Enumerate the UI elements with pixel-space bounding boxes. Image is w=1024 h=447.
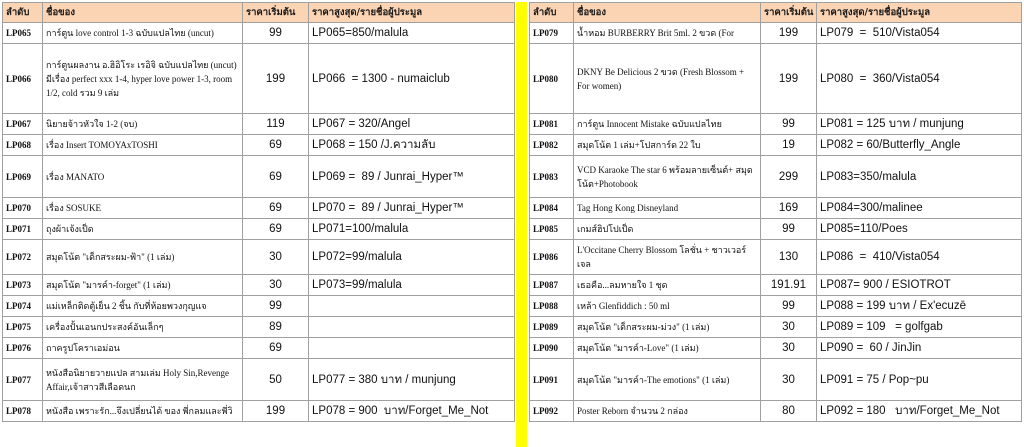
top-bid: LP067 = 320/Angel xyxy=(309,114,515,135)
item-name: เรื่อง SOSUKE xyxy=(43,198,243,219)
item-name: เกมส์ฮิปโปเป็ด xyxy=(574,219,761,240)
start-price: 69 xyxy=(243,198,309,219)
top-bid: LP078 = 900 บาท/Forget_Me_Not xyxy=(309,401,515,422)
table-row xyxy=(3,23,515,44)
top-bid: LP088 = 199 บาท / Ex'ecuzē xyxy=(817,296,1022,317)
top-bid: LP082 = 60/Butterfly_Angle xyxy=(817,135,1022,156)
start-price: 191.91 xyxy=(761,275,817,296)
start-price: 30 xyxy=(761,338,817,359)
table-row xyxy=(530,338,1022,359)
header-row xyxy=(530,3,1022,23)
item-code: LP090 xyxy=(530,338,574,359)
item-code: LP082 xyxy=(530,135,574,156)
table-row xyxy=(530,240,1022,275)
start-price: 19 xyxy=(761,135,817,156)
start-price: 50 xyxy=(243,359,309,401)
table-row xyxy=(3,219,515,240)
top-bid: LP089 = 109 = golfgab xyxy=(817,317,1022,338)
start-price: 80 xyxy=(761,401,817,422)
table-row xyxy=(530,219,1022,240)
top-bid: LP072=99/malula xyxy=(309,240,515,275)
item-code: LP067 xyxy=(3,114,43,135)
top-bid: LP084=300/malinee xyxy=(817,198,1022,219)
top-bid: LP070 = 89 / Junrai_Hyper™ xyxy=(309,198,515,219)
table-row xyxy=(530,296,1022,317)
header-start-price: ราคาเริ่มต้น xyxy=(243,3,309,23)
top-bid: LP086 = 410/Vista054 xyxy=(817,240,1022,275)
start-price: 299 xyxy=(761,156,817,198)
item-name: นิยายจ้าวหัวใจ 1-2 (จบ) xyxy=(43,114,243,135)
top-bid xyxy=(309,296,515,317)
item-code: LP072 xyxy=(3,240,43,275)
item-name: VCD Karaoke The star 6 พร้อมลายเซ็นต์+ สมุดโน้ต+Photobook xyxy=(574,156,761,198)
table-row xyxy=(530,275,1022,296)
table-row xyxy=(3,44,515,114)
table-row xyxy=(530,44,1022,114)
table-row xyxy=(530,156,1022,198)
item-code: LP066 xyxy=(3,44,43,114)
table-row xyxy=(3,135,515,156)
table-row xyxy=(3,401,515,422)
item-name: สมุดโน้ต "มารค์า-The emotions" (1 เล่ม) xyxy=(574,359,761,401)
item-code: LP078 xyxy=(3,401,43,422)
item-name: แม่เหล็กติดตู้เย็น 2 ชิ้น กับที่ห้อยพวงกุญแจ xyxy=(43,296,243,317)
item-name: หนังสือ เพราะรัก...จึงเปลี่ยนได้ ของ พี่กลมและพี่วิ xyxy=(43,401,243,422)
start-price: 199 xyxy=(243,44,309,114)
table-row xyxy=(3,156,515,198)
item-name: เครื่องปั้นเอนกประสงค์อันเล็กๆ xyxy=(43,317,243,338)
header-top-bid: ราคาสูงสุด/รายชื่อผู้ประมูล xyxy=(309,3,515,23)
item-code: LP086 xyxy=(530,240,574,275)
item-name: สมุดโน้ต "เด็กสระผม-ฟ้า" (1 เล่ม) xyxy=(43,240,243,275)
item-name: เหล้า Glenfiddich : 50 ml xyxy=(574,296,761,317)
item-name: หนังสือนิยายวายแปล สามเล่ม Holy Sin,Revenge Affair,เจ้าสาวสีเลือดนก xyxy=(43,359,243,401)
start-price: 30 xyxy=(243,240,309,275)
table-row xyxy=(3,275,515,296)
table-row xyxy=(3,317,515,338)
item-code: LP091 xyxy=(530,359,574,401)
top-bid: LP077 = 380 บาท / munjung xyxy=(309,359,515,401)
table-row xyxy=(530,114,1022,135)
item-code: LP073 xyxy=(3,275,43,296)
start-price: 30 xyxy=(761,317,817,338)
header-start-price: ราคาเริ่มต้น xyxy=(761,3,817,23)
table-row xyxy=(3,296,515,317)
start-price: 119 xyxy=(243,114,309,135)
start-price: 69 xyxy=(243,338,309,359)
item-code: LP088 xyxy=(530,296,574,317)
start-price: 199 xyxy=(761,23,817,44)
start-price: 199 xyxy=(761,44,817,114)
auction-table-left xyxy=(2,2,515,422)
top-bid: LP083=350/malula xyxy=(817,156,1022,198)
start-price: 99 xyxy=(243,296,309,317)
top-bid: LP069 = 89 / Junrai_Hyper™ xyxy=(309,156,515,198)
item-code: LP069 xyxy=(3,156,43,198)
item-name: Tag Hong Kong Disneyland xyxy=(574,198,761,219)
item-name: ถุงผ้าเจ้งเป็ด xyxy=(43,219,243,240)
item-name: การ์ตูน love control 1-3 ฉบับแปลไทย (uncut) xyxy=(43,23,243,44)
table-row xyxy=(3,198,515,219)
right-table-body xyxy=(530,23,1022,422)
top-bid: LP065=850/malula xyxy=(309,23,515,44)
item-code: LP070 xyxy=(3,198,43,219)
top-bid: LP092 = 180 บาท/Forget_Me_Not xyxy=(817,401,1022,422)
top-bid: LP090 = 60 / JinJin xyxy=(817,338,1022,359)
item-code: LP068 xyxy=(3,135,43,156)
start-price: 130 xyxy=(761,240,817,275)
item-name: เรื่อง Insert TOMOYAxTOSHI xyxy=(43,135,243,156)
item-name: L'Occitane Cherry Blossom โลชั่น + ชาวเวอร์ เจล xyxy=(574,240,761,275)
auction-table-right xyxy=(529,2,1022,422)
item-code: LP077 xyxy=(3,359,43,401)
item-code: LP092 xyxy=(530,401,574,422)
item-name: การ์ตูนผลงาน อ.ฮิอิโระ เรอิจิ ฉบับแปลไทย (uncut) มีเรื่อง perfect xxx 1-4, hyper love power 1-3, room 1/2, cold รวม 9 เล่ม xyxy=(43,44,243,114)
table-row xyxy=(530,359,1022,401)
top-bid: LP091 = 75 / Pop~pu xyxy=(817,359,1022,401)
item-code: LP085 xyxy=(530,219,574,240)
start-price: 169 xyxy=(761,198,817,219)
top-bid xyxy=(309,338,515,359)
table-row xyxy=(3,114,515,135)
left-table-body xyxy=(3,23,515,422)
item-name: สมุดโน้ต "มารค์า-Love" (1 เล่ม) xyxy=(574,338,761,359)
item-code: LP074 xyxy=(3,296,43,317)
top-bid: LP071=100/malula xyxy=(309,219,515,240)
start-price: 30 xyxy=(243,275,309,296)
item-name: เรื่อง MANATO xyxy=(43,156,243,198)
item-name: สมุดโน้ต "มารค์า-forget" (1 เล่ม) xyxy=(43,275,243,296)
table-row xyxy=(530,317,1022,338)
start-price: 199 xyxy=(243,401,309,422)
top-bid: LP068 = 150 /J.ความลับ xyxy=(309,135,515,156)
start-price: 69 xyxy=(243,156,309,198)
item-code: LP065 xyxy=(3,23,43,44)
header-code: ลำดับ xyxy=(530,3,574,23)
start-price: 89 xyxy=(243,317,309,338)
item-code: LP075 xyxy=(3,317,43,338)
item-code: LP081 xyxy=(530,114,574,135)
item-name: เธอคือ...ลมหายใจ 1 ชุด xyxy=(574,275,761,296)
item-name: น้ำหอม BURBERRY Brit 5ml. 2 ขวด (For xyxy=(574,23,761,44)
item-code: LP071 xyxy=(3,219,43,240)
table-row xyxy=(3,240,515,275)
item-name: การ์ตูน Innocent Mistake ฉบับแปลไทย xyxy=(574,114,761,135)
item-name: ถาครูปโคราเอม่อน xyxy=(43,338,243,359)
item-code: LP080 xyxy=(530,44,574,114)
item-code: LP087 xyxy=(530,275,574,296)
table-row xyxy=(530,135,1022,156)
top-bid: LP079 = 510/Vista054 xyxy=(817,23,1022,44)
item-code: LP083 xyxy=(530,156,574,198)
top-bid: LP087= 900 / ESIOTROT xyxy=(817,275,1022,296)
item-name: สมุดโน้ต 1 เล่ม+โปสการ์ด 22 ใบ xyxy=(574,135,761,156)
start-price: 99 xyxy=(761,219,817,240)
top-bid xyxy=(309,317,515,338)
top-bid: LP085=110/Poes xyxy=(817,219,1022,240)
top-bid: LP066 = 1300 - numaiclub xyxy=(309,44,515,114)
start-price: 69 xyxy=(243,219,309,240)
item-name: DKNY Be Delicious 2 ขวด (Fresh Blossom + For women) xyxy=(574,44,761,114)
top-bid: LP081 = 125 บาท / munjung xyxy=(817,114,1022,135)
header-item: ชื่อของ xyxy=(574,3,761,23)
column-divider xyxy=(516,2,527,447)
start-price: 99 xyxy=(243,23,309,44)
table-row xyxy=(530,401,1022,422)
table-row xyxy=(530,198,1022,219)
item-code: LP079 xyxy=(530,23,574,44)
header-row xyxy=(3,3,515,23)
table-row xyxy=(3,359,515,401)
header-code: ลำดับ xyxy=(3,3,43,23)
item-name: สมุดโน้ต "เด็กสระผม-ม่วง" (1 เล่ม) xyxy=(574,317,761,338)
table-row xyxy=(3,338,515,359)
item-name: Poster Reborn จำนวน 2 กล่อง xyxy=(574,401,761,422)
start-price: 69 xyxy=(243,135,309,156)
top-bid: LP080 = 360/Vista054 xyxy=(817,44,1022,114)
start-price: 30 xyxy=(761,359,817,401)
header-item: ชื่อของ xyxy=(43,3,243,23)
item-code: LP076 xyxy=(3,338,43,359)
header-top-bid: ราคาสูงสุด/รายชื่อผู้ประมูล xyxy=(817,3,1022,23)
top-bid: LP073=99/malula xyxy=(309,275,515,296)
item-code: LP089 xyxy=(530,317,574,338)
start-price: 99 xyxy=(761,296,817,317)
start-price: 99 xyxy=(761,114,817,135)
item-code: LP084 xyxy=(530,198,574,219)
table-row xyxy=(530,23,1022,44)
